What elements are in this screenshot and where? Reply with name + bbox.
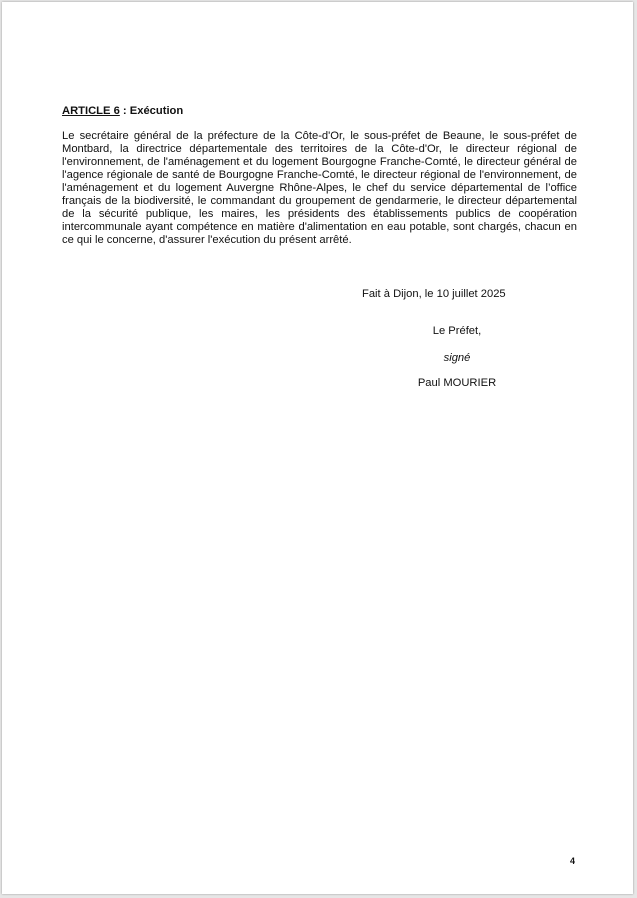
article-body: Le secrétaire général de la préfecture de la Côte-d'Or, le sous-préfet de Beaune, le sous-préfet de Montbard, la directrice départementale des territoires de la Côte-d'Or, le directeur régional de l'environnement, de l'aménagement et du logement Bourgogne Franche-Comté, le directeur général de l'agence régionale de santé de Bourgogne Franche-Comté, le directeur régional de l'environnement, de l'aménagement et du logement Auvergne Rhône-Alpes, le chef du service départemental de l’office français de la biodiversité, le commandant du groupement de gendarmerie, le directeur départemental de la sécurité publique, les maires, les présidents des établissements publics de coopération intercommunale ayant compétence en matière d'alimentation en eau potable, sont chargés, chacun en ce qui le concerne, d'assurer l'exécution du présent arrêté. [62,130,577,246]
document-page [2,2,633,894]
article-title: Exécution [129,105,184,117]
article-separator: : [119,105,130,117]
article-label: ARTICLE 6 [62,105,120,117]
place-date: Fait à Dijon, le 10 juillet 2025 [362,288,506,300]
article-heading [62,104,183,118]
signed-mention: signé [443,352,471,364]
page-number: 4 [570,856,576,866]
signatory-role: Le Préfet, [432,325,482,337]
signatory-name: Paul MOURIER [417,377,497,389]
